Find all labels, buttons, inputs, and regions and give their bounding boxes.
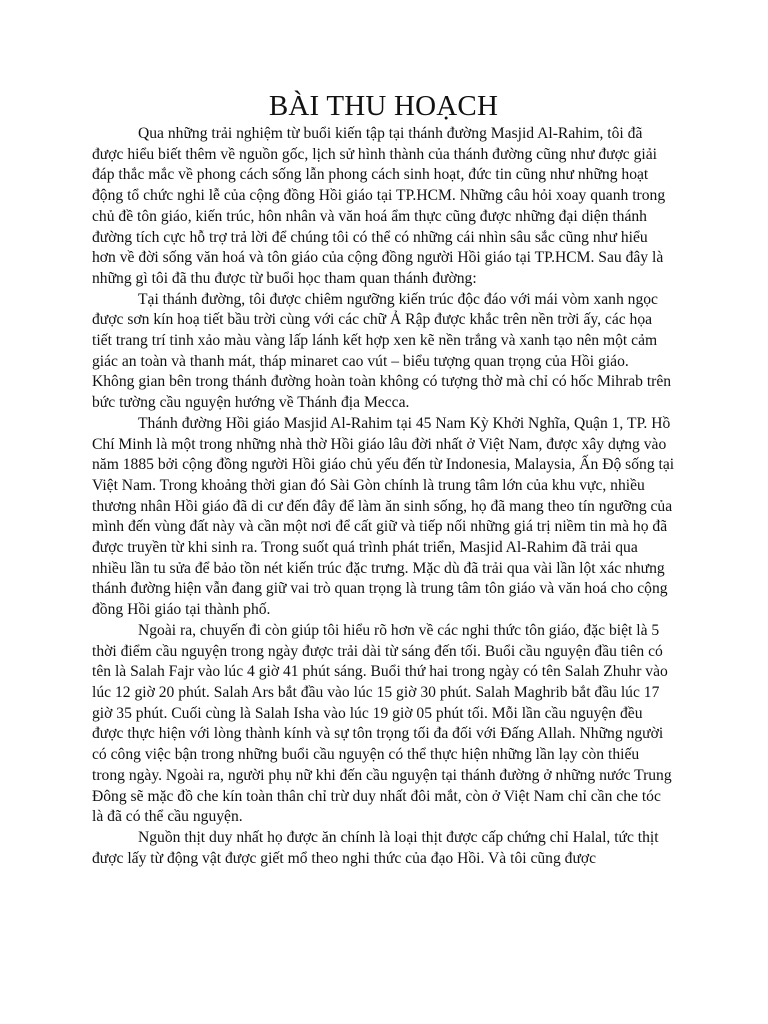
document-title: BÀI THU HOẠCH bbox=[268, 90, 499, 122]
paragraph-halal-food: Nguồn thịt duy nhất họ được ăn chính là loại thịt được cấp chứng chỉ Halal, tức thịt được lấy từ động vật được giết mổ theo nghi thức của đạo Hồi. Và tôi cũng được bbox=[92, 828, 659, 867]
paragraph-architecture: Tại thánh đường, tôi được chiêm ngưỡng kiến trúc độc đáo với mái vòm xanh ngọc được sơn kín hoạ tiết bầu trời cùng với các chữ Ả Rập được khắc trên nền trời ấy, các họa tiết trang trí tinh xảo màu vàng lấp lánh kết hợp xen kẽ nền trắng và xanh tạo nên một cảm giác an toàn và thanh mát, tháp minaret cao vút – biểu tượng quan trọng của Hồi giáo. Không gian bên trong thánh đường hoàn toàn không có tượng thờ mà chỉ có hốc Mihrab trên bức tường cầu nguyện hướng về Thánh địa Mecca. bbox=[92, 290, 672, 412]
document-body bbox=[92, 88, 675, 869]
paragraph-history: Thánh đường Hồi giáo Masjid Al-Rahim tại 45 Nam Kỳ Khởi Nghĩa, Quận 1, TP. Hồ Chí Minh là một trong những nhà thờ Hồi giáo lâu đời nhất ở Việt Nam, được xây dựng vào năm 1885 bởi cộng đồng người Hồi giáo chủ yếu đến từ Indonesia, Malaysia, Ấn Độ sống tại Việt Nam. Trong khoảng thời gian đó Sài Gòn chính là trung tâm lớn của khu vực, nhiều thương nhân Hồi giáo đã di cư đến đây để làm ăn sinh sống, họ đã mang theo tín ngưỡng của mình đến vùng đất này và cần một nơi để cất giữ và tiếp nối những giá trị niềm tin mà họ đã được truyền từ khi sinh ra. Trong suốt quá trình phát triển, Masjid Al-Rahim đã trải qua nhiều lần tu sửa để bảo tồn nét kiến trúc đặc trưng. Mặc dù đã trải qua vài lần lột xác nhưng thánh đường hiện vẫn đang giữ vai trò quan trọng là trung tâm tôn giáo và văn hoá cho cộng đồng Hồi giáo tại thành phố. bbox=[92, 414, 675, 619]
paragraph-prayer-rituals: Ngoài ra, chuyến đi còn giúp tôi hiểu rõ hơn về các nghi thức tôn giáo, đặc biệt là 5 thời điểm cầu nguyện trong ngày được trải dài từ sáng đến tối. Buổi cầu nguyện đầu tiên có tên là Salah Fajr vào lúc 4 giờ 41 phút sáng. Buổi thứ hai trong ngày có tên Salah Zhuhr vào lúc 12 giờ 20 phút. Salah Ars bắt đầu vào lúc 15 giờ 30 phút. Salah Maghrib bắt đầu lúc 17 giờ 35 phút. Cuối cùng là Salah Isha vào lúc 19 giờ 05 phút tối. Mỗi lần cầu nguyện đều được thực hiện với lòng thành kính và sự tôn trọng tối đa đối với Đấng Allah. Những người có công việc bận trong những buổi cầu nguyện có thể thực hiện những lần lạy còn thiếu trong ngày. Ngoài ra, người phụ nữ khi đến cầu nguyện tại thánh đường ở những nước Trung Đông sẽ mặc đồ che kín toàn thân chỉ trừ duy nhất đôi mắt, còn ở Việt Nam chỉ cần che tóc là đã có thể cầu nguyện. bbox=[92, 621, 672, 826]
paragraph-intro: Qua những trải nghiệm từ buổi kiến tập tại thánh đường Masjid Al-Rahim, tôi đã được hiểu biết thêm về nguồn gốc, lịch sử hình thành của thánh đường cũng như được giải đáp thắc mắc về phong cách sống lẫn phong cách sinh hoạt, đức tin cũng như những hoạt động tổ chức nghi lễ của cộng đồng Hồi giáo tại TP.HCM. Những câu hỏi xoay quanh trong chủ đề tôn giáo, kiến trúc, hôn nhân và văn hoá ẩm thực cũng được những đại diện thánh đường tích cực hỗ trợ trả lời để chúng tôi có thể có những cái nhìn sâu sắc cũng như hiểu hơn về đời sống văn hoá và tôn giáo của cộng đồng người Hồi giáo tại TP.HCM. Sau đây là những gì tôi đã thu được từ buổi học tham quan thánh đường: bbox=[92, 125, 666, 287]
